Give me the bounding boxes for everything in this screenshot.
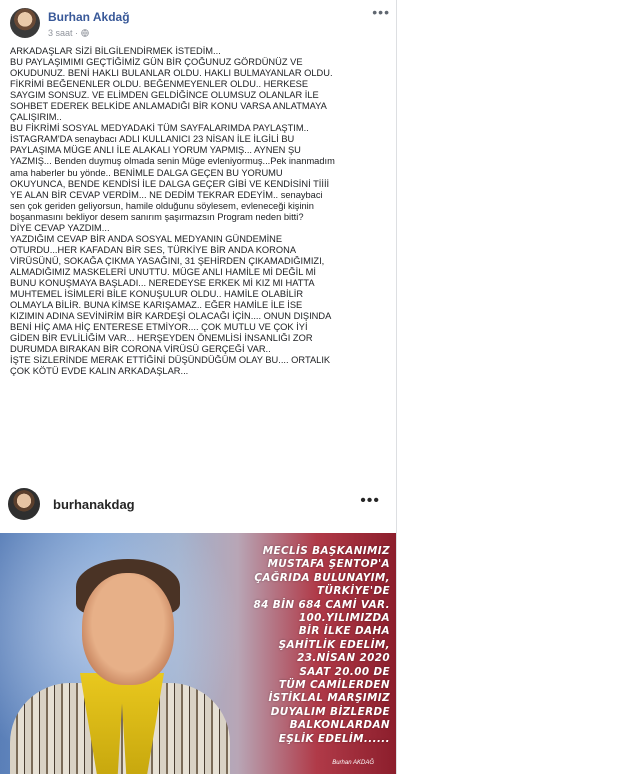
- poster-signature: Burhan AKDAĞ: [332, 760, 374, 766]
- poster-line: BİR İLKE DAHA: [298, 625, 390, 638]
- post-text-line: KIZIMIN ADINA SEVİNİRİM BİR KARDEŞİ OLACAĞI İÇİN.... ONUN DIŞINDA: [10, 311, 332, 322]
- post-text-line: BENİ HİÇ AMA HİÇ ENTERESE ETMİYOR.... ÇOK MUTLU VE ÇOK İYİ: [10, 322, 308, 333]
- post-text-line: ÇOK KÖTÜ EVDE KALIN ARKADAŞLAR...: [10, 366, 189, 377]
- post-text-line: PAYLAŞIMA MÜGE ANLI İLE ALAKALI YORUM YAPMIŞ... AYNEN ŞU: [10, 145, 301, 156]
- instagram-embed-header: [0, 484, 396, 528]
- poster-line: TÜRKİYE'DE: [317, 585, 390, 598]
- poster-line: EŞLİK EDELİM......: [278, 732, 390, 745]
- post-text-line: YAZDIĞIM CEVAP BİR ANDA SOSYAL MEDYANIN GÜNDEMİNE: [10, 233, 283, 244]
- poster-line: İSTİKLAL MARŞIMIZ: [268, 692, 390, 705]
- poster-line: 84 BİN 684 CAMİ VAR.: [253, 598, 390, 611]
- post-text-line: GİDEN BİR EVLİLİĞİM VAR... HERŞEYDEN ÖNEMLİSİ İNSANLIĞI ZOR: [10, 333, 313, 344]
- post-text-line: YAZMIŞ... Benden duymuş olmada senin Müge evleniyormuş...Pek inanmadım: [10, 156, 335, 167]
- globe-icon: [81, 29, 89, 37]
- post-text-line: DURUMDA BIRAKAN BİR CORONA VİRÜSÜ GERÇEĞİ VAR..: [10, 344, 271, 355]
- post-text-line: İSTAGRAM'DA senaybacı ADLI KULLANICI 23 NİSAN İLE İLGİLİ BU: [10, 134, 295, 145]
- post-text-line: DİYE CEVAP YAZDIM...: [10, 222, 110, 233]
- person-face: [82, 573, 174, 685]
- meta-separator: ·: [75, 28, 79, 38]
- post-text-line: OTURDU...HER KAFADAN BİR SES, TÜRKİYE BİR ANDA KORONA: [10, 244, 297, 255]
- post-options-button[interactable]: •••: [372, 4, 390, 20]
- instagram-avatar[interactable]: [8, 488, 40, 520]
- author-name[interactable]: Burhan Akdağ: [48, 10, 130, 24]
- poster-line: TÜM CAMİLERDEN: [278, 679, 390, 692]
- post-text-line: SAYGIM SONSUZ. VE ELİMDEN GELDİĞİNCE OLUMSUZ OLANLAR İLE: [10, 90, 319, 101]
- post-meta: [48, 28, 89, 38]
- post-header: [10, 4, 390, 42]
- instagram-username[interactable]: burhanakdag: [53, 497, 135, 512]
- post-text-line: ÇALIŞIRIM..: [10, 112, 62, 123]
- embedded-photo[interactable]: [0, 533, 396, 774]
- post-text-line: BUNU KONUŞMAYA BAŞLADI... NEREDEYSE ERKEK Mİ KIZ MI HATTA: [10, 277, 315, 288]
- post-time[interactable]: 3 saat: [48, 28, 73, 38]
- poster-line: MUSTAFA ŞENTOP'A: [267, 558, 390, 571]
- post-text-line: FİKRİMİ BEĞENENLER OLDU. BEĞENMEYENLER OLDU.. HERKESE: [10, 79, 309, 90]
- post-text-line: OKUDUNUZ. BENİ HAKLI BULANLAR OLDU. HAKLI BULMAYANLAR OLDU.: [10, 68, 333, 79]
- post-text-line: sen çok geriden geliyorsun, hamile olduğunu söylesem, evleneceği kişinin: [10, 200, 314, 211]
- poster-line: ŞAHİTLİK EDELİM,: [278, 638, 390, 651]
- post-text-line: VİRÜSÜNÜ, SOKAĞA ÇIKMA YASAĞINI, 31 ŞEHİRDEN ÇIKAMADIĞIMIZI,: [10, 255, 325, 266]
- poster-line: ÇAĞRIDA BULUNAYIM,: [254, 571, 390, 584]
- poster-line: SAAT 20.00 DE: [299, 665, 390, 678]
- post-text-line: SOHBET EDEREK BELKİDE ANLAMADIĞI BİR KONU VARSA ANLATMAYA: [10, 101, 327, 112]
- post-text-line: ama haberler bu yönde.. BENİMLE DALGA GEÇEN BU YORUMU: [10, 167, 283, 178]
- post-text-line: MUHTEMEL İSİMLERİ BİLE KONUŞULUR OLDU.. HAMİLE OLABİLİR: [10, 289, 304, 300]
- post-text-line: boşanmasını bekliyor desem sanırım şaşırmazsın Program neden bitti?: [10, 211, 304, 222]
- post-text-line: OLMAYLA BİLİR. BUNA KİMSE KARIŞAMAZ.. EĞER HAMİLE İLE İSE: [10, 300, 303, 311]
- post-text-line: BU PAYLAŞIMIMI GEÇTİĞİMİZ GÜN BİR ÇOĞUNUZ GÖRDÜNÜZ VE: [10, 57, 303, 68]
- post-text-line: OKUYUNCA, BENDE KENDİSİ İLE DALGA GEÇER GİBİ VE KENDİSİNİ Tİİİİ: [10, 178, 330, 189]
- poster-line: DUYALIM BİZLERDE: [270, 705, 390, 718]
- poster-text: [206, 545, 390, 746]
- post-text-line: ARKADAŞLAR SİZİ BİLGİLENDİRMEK İSTEDİM...: [10, 46, 221, 56]
- poster-line: BALKONLARDAN: [289, 719, 390, 732]
- author-avatar[interactable]: [10, 8, 40, 38]
- post-body-text: [10, 46, 390, 377]
- poster-line: 23.NİSAN 2020: [297, 652, 390, 665]
- post-text-line: ALMADIĞIMIZ MASKELERİ UNUTTU. MÜGE ANLI HAMİLE Mİ DEĞİL Mİ: [10, 266, 316, 277]
- post-text-line: YE ALAN BİR CEVAP VERDİM... NE DEDİM TEKRAR EDEYİM.. senaybaci: [10, 189, 323, 200]
- instagram-options-button[interactable]: •••: [360, 492, 380, 509]
- poster-line: MECLİS BAŞKANIMIZ: [262, 545, 390, 557]
- poster-line: 100.YILIMIZDA: [298, 612, 390, 625]
- post-text-line: İŞTE SİZLERİNDE MERAK ETTİĞİNİ DÜŞÜNDÜĞÜM OLAY BU.... ORTALIK: [10, 355, 331, 366]
- post-text-line: BU FİKRİMİ SOSYAL MEDYADAKİ TÜM SAYFALARIMDA PAYLAŞTIM..: [10, 123, 309, 134]
